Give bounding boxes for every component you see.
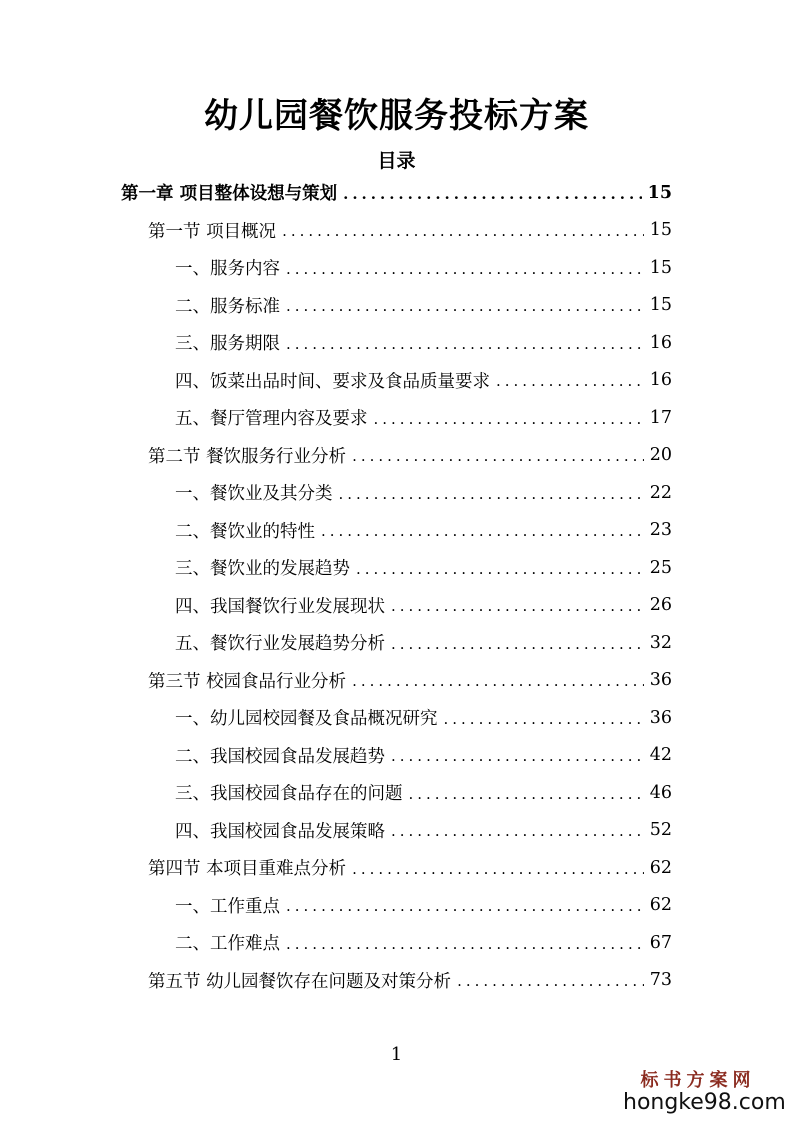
toc-leader-dots: [391, 747, 644, 765]
toc-entry-page: 15: [649, 257, 672, 278]
toc-entry-page: 62: [649, 895, 672, 915]
toc-entry-page: 17: [649, 407, 672, 428]
toc-entry-label: 五、餐厅管理内容及要求: [175, 409, 368, 429]
toc-leader-dots: [391, 822, 644, 840]
toc-entry-label: 四、饭菜出品时间、要求及食品质量要求: [175, 371, 490, 392]
toc-leader-dots: [374, 410, 644, 428]
toc-entry-label: 一、幼儿园校园餐及食品概况研究: [175, 709, 438, 729]
toc-leader-dots: [352, 447, 644, 465]
toc-entry-page: 15: [647, 182, 672, 203]
toc-entry-page: 16: [649, 332, 672, 353]
toc-entry-page: 46: [649, 782, 672, 803]
toc-leader-dots: [391, 635, 644, 653]
toc-entry-label: 第一章 项目整体设想与策划: [121, 184, 338, 204]
toc-leader-dots: [352, 860, 644, 878]
toc-entry-label: 一、餐饮业及其分类: [175, 484, 333, 504]
toc-leader-dots: [321, 522, 644, 540]
toc-subsection-entry[interactable]: [175, 887, 672, 924]
toc-leader-dots: [496, 372, 644, 390]
toc-entry-label: 一、服务内容: [175, 259, 280, 279]
toc-leader-dots: [343, 185, 642, 203]
toc-entry-label: 三、餐饮业的发展趋势: [175, 559, 350, 579]
toc-subsection-entry[interactable]: [175, 549, 672, 586]
toc-subsection-entry[interactable]: [175, 587, 672, 624]
toc-entry-label: 三、服务期限: [175, 334, 280, 354]
toc-subsection-entry[interactable]: [175, 287, 672, 324]
toc-entry-page: 26: [649, 595, 672, 615]
toc-leader-dots: [286, 897, 644, 915]
toc-entry-page: 42: [649, 745, 672, 765]
toc-heading: 目录: [377, 150, 416, 172]
toc-chapter-entry[interactable]: [121, 174, 672, 211]
toc-entry-label: 第一节 项目概况: [148, 221, 277, 242]
toc-entry-label: 第二节 餐饮服务行业分析: [148, 446, 347, 467]
toc-entry-page: 52: [649, 820, 672, 840]
toc-subsection-entry[interactable]: [175, 924, 672, 961]
toc-entry-label: 四、我国校园食品发展策略: [175, 821, 385, 842]
toc-subsection-entry[interactable]: [175, 399, 672, 436]
toc-entry-label: 第五节 幼儿园餐饮存在问题及对策分析: [148, 971, 452, 992]
toc-section-entry[interactable]: [148, 962, 672, 999]
toc-section-entry[interactable]: [148, 437, 672, 474]
toc-entry-label: 二、餐饮业的特性: [175, 521, 315, 542]
toc-entry-page: 36: [649, 707, 672, 728]
site-watermark-logo: [623, 1070, 786, 1115]
toc-leader-dots: [286, 935, 644, 953]
toc-entry-label: 五、餐饮行业发展趋势分析: [175, 634, 385, 654]
toc-entry-page: 73: [649, 970, 672, 990]
toc-leader-dots: [286, 260, 644, 278]
toc-leader-dots: [457, 972, 644, 990]
toc-subsection-entry[interactable]: [175, 737, 672, 774]
toc-section-entry[interactable]: [148, 849, 672, 886]
toc-entry-label: 二、我国校园食品发展趋势: [175, 746, 385, 767]
toc-entry-label: 二、工作难点: [175, 934, 280, 954]
toc-entry-label: 第四节 本项目重难点分析: [148, 859, 347, 879]
toc-entry-label: 二、服务标准: [175, 296, 280, 317]
toc-leader-dots: [286, 297, 644, 315]
toc-subsection-entry[interactable]: [175, 474, 672, 511]
toc-leader-dots: [356, 560, 644, 578]
toc-entry-label: 一、工作重点: [175, 896, 280, 917]
toc-entry-page: 67: [649, 932, 672, 953]
toc-subsection-entry[interactable]: [175, 774, 672, 811]
toc-entry-page: 20: [649, 445, 672, 465]
toc-entry-label: 三、我国校园食品存在的问题: [175, 784, 403, 804]
toc-leader-dots: [339, 485, 644, 503]
toc-entry-label: 第三节 校园食品行业分析: [148, 671, 347, 692]
toc-subsection-entry[interactable]: [175, 324, 672, 361]
toc-section-entry[interactable]: [148, 662, 672, 699]
toc-leader-dots: [444, 710, 644, 728]
page-number: 1: [390, 1044, 403, 1065]
toc-entry-page: 15: [649, 295, 672, 315]
watermark-title: 标书方案网: [640, 1070, 756, 1091]
watermark-url: hongke98.com: [623, 1090, 786, 1115]
toc-entry-page: 32: [649, 632, 672, 653]
toc-entry-page: 62: [649, 857, 672, 878]
toc-subsection-entry[interactable]: [175, 812, 672, 849]
toc-entry-page: 23: [649, 520, 672, 540]
toc-leader-dots: [352, 672, 644, 690]
toc-entry-page: 25: [649, 557, 672, 578]
toc-entry-label: 四、我国餐饮行业发展现状: [175, 596, 385, 617]
toc-entry-page: 36: [649, 670, 672, 690]
toc-subsection-entry[interactable]: [175, 249, 672, 286]
toc-leader-dots: [391, 597, 644, 615]
toc-entry-page: 16: [649, 370, 672, 390]
toc-entry-page: 22: [649, 482, 672, 503]
toc-subsection-entry[interactable]: [175, 362, 672, 399]
toc-leader-dots: [282, 222, 644, 240]
toc-section-entry[interactable]: [148, 212, 672, 249]
toc-leader-dots: [286, 335, 644, 353]
toc-subsection-entry[interactable]: [175, 699, 672, 736]
toc-entry-page: 15: [649, 220, 672, 240]
document-title: 幼儿园餐饮服务投标方案: [204, 96, 589, 136]
toc-leader-dots: [409, 785, 644, 803]
toc-subsection-entry[interactable]: [175, 512, 672, 549]
toc-subsection-entry[interactable]: [175, 624, 672, 661]
